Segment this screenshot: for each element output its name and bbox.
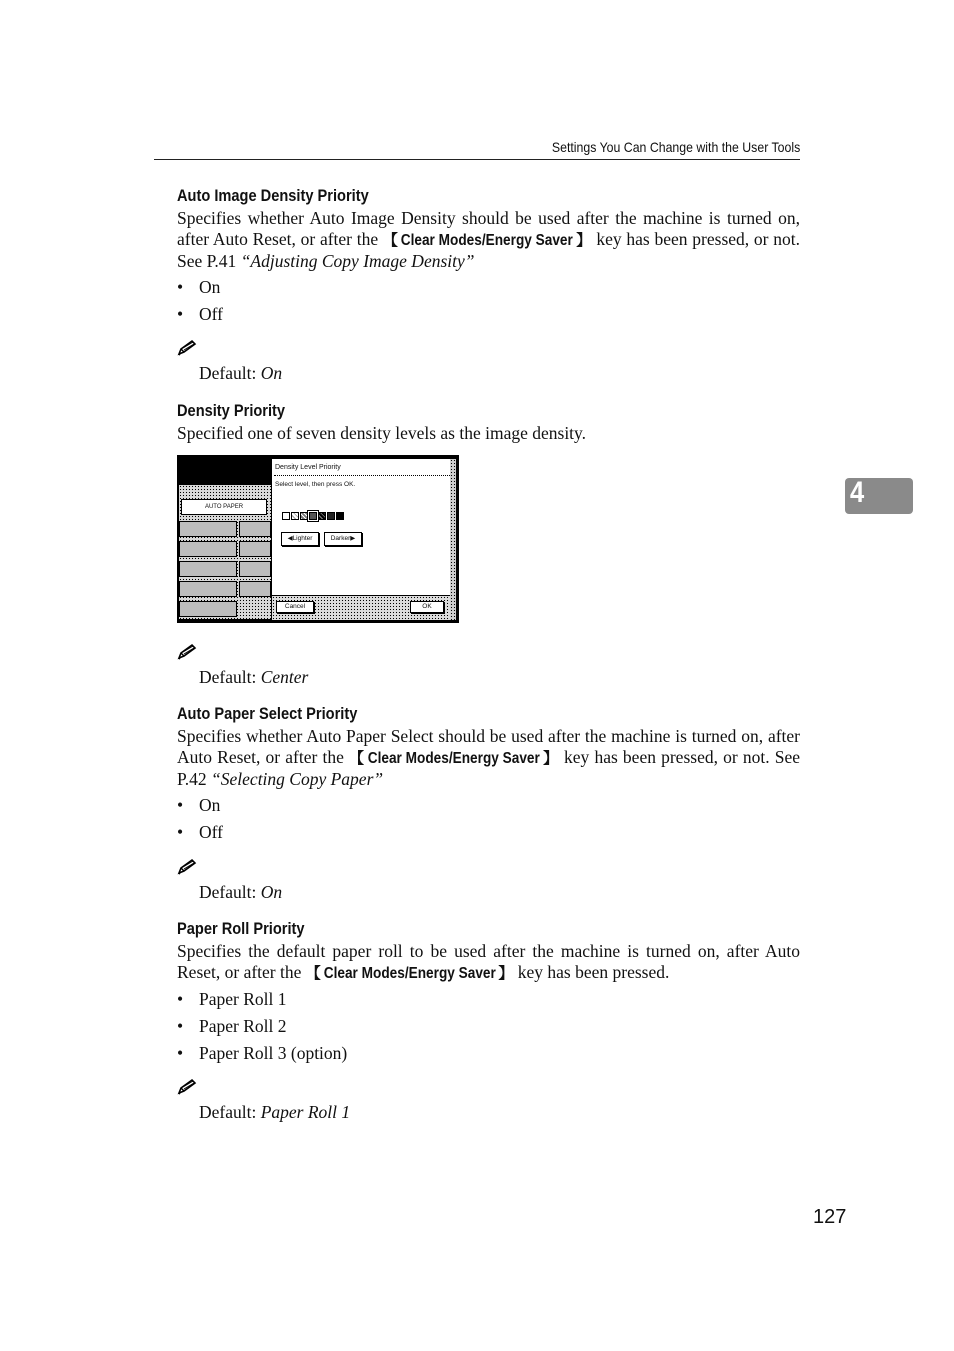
- pencil-icon: [177, 858, 197, 876]
- dialog-title: Density Level Priority: [275, 464, 341, 471]
- section-heading: Auto Paper Select Priority: [177, 704, 358, 723]
- chapter-number: 4: [850, 476, 865, 509]
- dialog-footer: [272, 595, 450, 620]
- density-level-6: [327, 512, 335, 520]
- dialog-scroll-strip: [450, 459, 456, 620]
- section-description: Specifies whether Auto Paper Select should be used after the machine is turned on, after Auto Reset, or after the 【 Clear Modes/Energy Saver 】 key has been pressed, or not. See P.42 “Selecting Copy Paper”: [177, 726, 800, 789]
- density-level-1: [282, 512, 290, 520]
- section-heading: Auto Image Density Priority: [177, 186, 369, 205]
- default-value: Default: On: [199, 882, 283, 902]
- panel-button: [239, 521, 271, 537]
- panel-button: [239, 561, 271, 577]
- pencil-icon: [177, 643, 197, 661]
- section-description: Specified one of seven density levels as the image density.: [177, 423, 587, 443]
- panel-button: [179, 601, 237, 617]
- panel-button: [179, 561, 237, 577]
- section-description: Specifies the default paper roll to be used after the machine is turned on, after Auto Reset, or after the 【 Clear Modes/Energy Saver 】 key has been pressed.: [177, 941, 800, 982]
- density-level-3: [300, 512, 308, 520]
- default-value: Default: On: [199, 363, 283, 383]
- default-value: Default: Center: [199, 667, 309, 687]
- page-number: 127: [813, 1206, 847, 1228]
- list-item: • On: [177, 277, 221, 297]
- density-priority-screenshot: [177, 455, 459, 623]
- density-level-4-selected: [309, 512, 317, 520]
- list-item: • On: [177, 795, 221, 815]
- density-level-scale: [282, 512, 344, 520]
- list-item: • Paper Roll 1: [177, 989, 287, 1009]
- ok-button: OK: [410, 601, 444, 613]
- section-description: Specifies whether Auto Image Density should be used after the machine is turned on, after Auto Reset, or after the 【 Clear Modes/Energy Saver 】 key has been pressed, or not. See P.41 “Adjusting Copy Image Density”: [177, 208, 800, 271]
- list-item: • Paper Roll 2: [177, 1016, 287, 1036]
- cancel-button: Cancel: [276, 601, 314, 613]
- list-item: • Off: [177, 822, 223, 842]
- auto-paper-button: AUTO PAPER: [181, 499, 267, 515]
- list-item: • Off: [177, 304, 223, 324]
- panel-button: [239, 581, 271, 597]
- panel-button: [239, 541, 271, 557]
- darker-button: Darker▶: [324, 532, 362, 546]
- panel-button: [179, 541, 237, 557]
- lighter-button: ◀Lighter: [281, 532, 319, 546]
- density-level-7: [336, 512, 344, 520]
- panel-button: [179, 581, 237, 597]
- density-level-2: [291, 512, 299, 520]
- section-heading: Density Priority: [177, 401, 286, 420]
- dialog-divider: [274, 475, 450, 476]
- pencil-icon: [177, 339, 197, 357]
- density-level-5: [318, 512, 326, 520]
- density-dialog: [271, 458, 457, 621]
- panel-button: [179, 521, 237, 537]
- dialog-prompt: Select level, then press OK.: [275, 481, 356, 488]
- section-heading: Paper Roll Priority: [177, 919, 305, 938]
- list-item: • Paper Roll 3 (option): [177, 1043, 348, 1063]
- default-value: Default: Paper Roll 1: [199, 1102, 351, 1122]
- pencil-icon: [177, 1078, 197, 1096]
- running-head: Settings You Can Change with the User Tools: [551, 139, 800, 155]
- header-rule: [154, 159, 800, 160]
